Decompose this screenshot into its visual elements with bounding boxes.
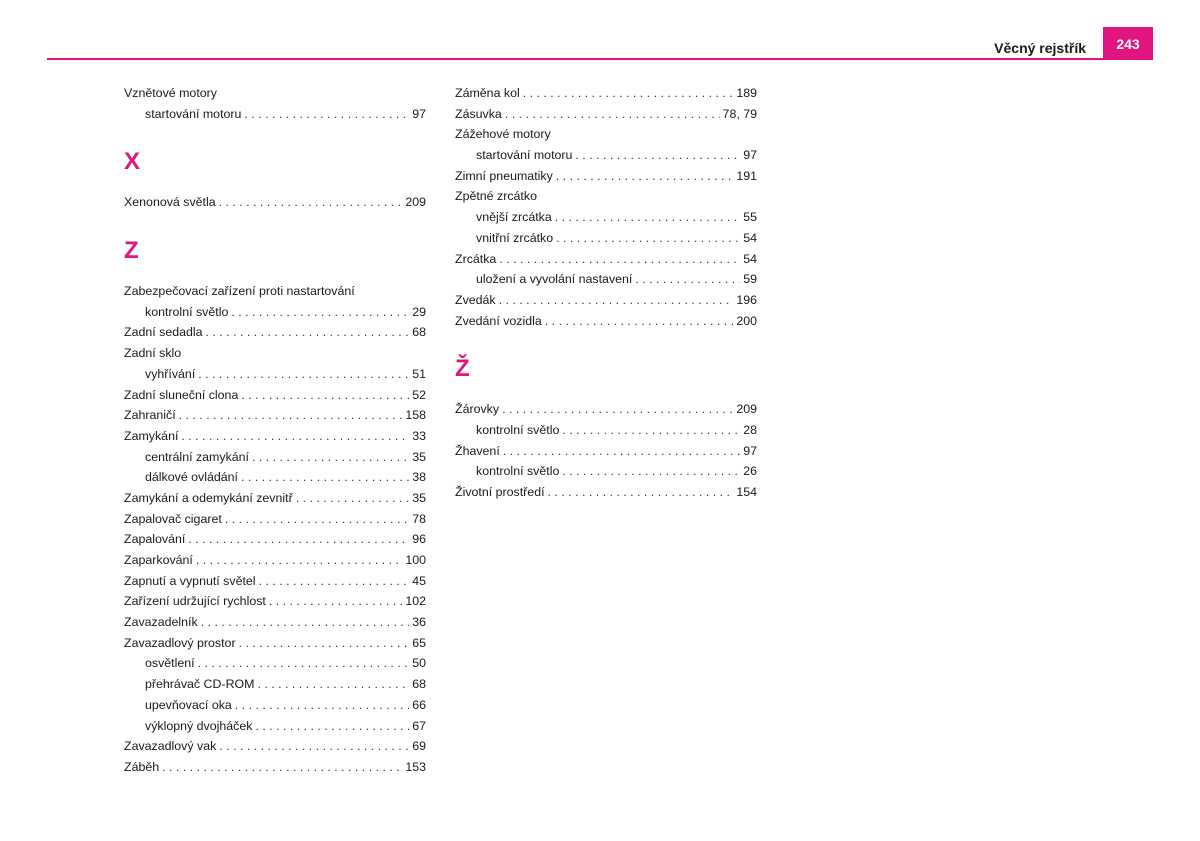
entry-page-reference: 189 [736,86,757,100]
entry-page-reference: 52 [412,387,426,402]
entry-page-reference: 196 [736,292,757,307]
entry-page-reference: 200 [736,313,757,328]
index-group [124,195,426,216]
entry-term: Zavazadlový prostor [124,635,236,650]
entry-term: Zamykání a odemykání zevnitř [124,490,293,505]
index-entry [455,314,757,335]
index-subentry [124,107,426,128]
index-subentry [124,677,426,698]
entry-page-reference: 65 [412,635,426,650]
dot-leader [255,719,409,733]
section-letter-z-caron: Ž [455,355,470,383]
entry-term: Zvedák [455,292,496,307]
index-subentry [455,231,757,252]
entry-term: centrální zamykání [145,449,249,464]
index-entry [124,429,426,450]
entry-term: osvětlení [145,656,195,671]
index-subentry [455,210,757,231]
entry-term: Zapalovač cigaret [124,511,222,526]
dot-leader [244,107,409,121]
entry-page-reference: 45 [412,573,426,588]
dot-leader [545,314,734,328]
index-entry [124,615,426,636]
dot-leader [231,305,409,319]
dot-leader [269,594,402,608]
index-entry [124,553,426,574]
entry-page-reference: 35 [412,490,426,505]
index-group [455,402,757,505]
index-entry [124,636,426,657]
entry-term: Zabezpečovací zařízení proti nastartování [124,284,355,299]
entry-page-reference: 102 [405,594,426,609]
dot-leader [196,553,402,567]
index-entry [455,293,757,314]
entry-term: Životní prostředí [455,485,545,499]
index-entry [455,127,757,148]
entry-term: Zaparkování [124,553,193,567]
entry-term: Žárovky [455,402,500,417]
dot-leader [505,107,720,121]
entry-term: Zařízení udržující rychlost [124,594,266,609]
entry-term: Zrcátka [455,251,497,266]
entry-page-reference: 29 [412,304,426,319]
dot-leader [503,444,740,458]
dot-leader [556,169,734,183]
entry-term: Zimní pneumatiky [455,168,553,183]
header-rule [47,58,1153,60]
entry-page-reference: 69 [412,739,426,754]
dot-leader [548,485,734,499]
index-entry [455,86,757,107]
index-entry [124,491,426,512]
entry-page-reference: 59 [743,272,757,287]
entry-page-reference: 153 [405,759,426,774]
index-entry [455,107,757,128]
entry-term: Žhavení [455,443,500,458]
entry-term: uložení a vyvolání nastavení [476,272,633,287]
running-header-title: Věcný rejstřík [994,40,1086,56]
entry-page-reference: 55 [743,210,757,225]
entry-page-reference: 28 [743,422,757,437]
dot-leader [219,739,409,753]
entry-term: dálkové ovládání [145,470,238,485]
entry-term: Zapalování [124,532,186,547]
dot-leader [162,760,402,774]
dot-leader [257,677,409,691]
index-subentry [455,148,757,169]
entry-term: startování motoru [476,148,573,163]
entry-term: přehrávač CD-ROM [145,677,255,692]
entry-term: kontrolní světlo [476,422,560,437]
entry-term: Zavazadlový vak [124,739,217,754]
index-entry [124,346,426,367]
index-subentry [124,367,426,388]
dot-leader [241,388,409,402]
dot-leader [523,86,734,100]
entry-term: Záměna kol [455,86,520,100]
entry-term: Zadní sklo [124,346,182,361]
index-entry [124,195,426,216]
dot-leader [219,195,403,209]
index-entry [455,485,757,506]
dot-leader [296,491,409,505]
dot-leader [201,615,410,629]
entry-term: Zapnutí a vypnutí světel [124,573,256,588]
index-entry [124,388,426,409]
entry-page-reference: 66 [412,697,426,712]
dot-leader [575,148,740,162]
entry-term: Zásuvka [455,106,502,121]
section-letter-z: Z [124,237,139,265]
entry-term: vnitřní zrcátko [476,230,554,245]
entry-term: vnější zrcátka [476,210,552,225]
index-entry [455,189,757,210]
dot-leader [562,423,740,437]
index-entry [124,760,426,781]
index-subentry [455,272,757,293]
entry-page-reference: 50 [412,656,426,671]
dot-leader [556,231,740,245]
index-group [124,284,426,781]
dot-leader [198,656,410,670]
index-subentry [124,450,426,471]
entry-page-reference: 68 [412,677,426,692]
entry-term: kontrolní světlo [476,464,560,479]
dot-leader [206,325,410,339]
dot-leader [555,210,740,224]
entry-page-reference: 209 [405,195,426,210]
dot-leader [499,252,740,266]
index-column-right [455,86,757,506]
dot-leader [502,402,733,416]
dot-leader [198,367,409,381]
entry-page-reference: 51 [412,366,426,381]
dot-leader [259,574,410,588]
entry-page-reference: 97 [743,148,757,163]
section-letter-x: X [124,148,141,176]
dot-leader [188,532,409,546]
index-entry [124,594,426,615]
entry-page-reference: 78, 79 [722,106,757,121]
entry-page-reference: 97 [743,443,757,458]
entry-page-reference: 54 [743,251,757,266]
entry-page-reference: 33 [412,428,426,443]
entry-page-reference: 67 [412,718,426,733]
entry-term: vyhřívání [145,366,196,381]
entry-term: Zadní sluneční clona [124,387,239,402]
page-number-badge: 243 [1103,27,1153,60]
entry-term: upevňovací oka [145,697,232,712]
index-entry [455,252,757,273]
index-subentry [124,698,426,719]
dot-leader [635,272,740,286]
index-entry [455,402,757,423]
index-entry [455,169,757,190]
entry-term: Zpětné zrcátko [455,189,537,204]
entry-page-reference: 54 [743,230,757,245]
entry-term: Zvedání vozidla [455,313,542,328]
index-group [455,86,757,334]
index-column-left [124,86,426,781]
index-entry [124,512,426,533]
index-group [124,86,426,127]
index-entry [124,325,426,346]
entry-page-reference: 36 [412,615,426,630]
entry-term: Zážehové motory [455,127,551,142]
entry-term: Zadní sedadla [124,325,203,340]
dot-leader [499,293,734,307]
entry-page-reference: 35 [412,449,426,464]
index-entry [124,739,426,760]
index-subentry [124,470,426,491]
entry-page-reference: 68 [412,325,426,340]
entry-term: výklopný dvojháček [145,718,253,733]
dot-leader [225,512,409,526]
entry-term: Zavazadelník [124,615,198,630]
entry-page-reference: 96 [412,532,426,547]
index-entry [124,532,426,553]
dot-leader [562,464,740,478]
entry-term: Záběh [124,759,160,774]
entry-term: kontrolní světlo [145,304,229,319]
entry-term: Xenonová světla [124,195,216,210]
entry-term: Vznětové motory [124,86,217,100]
dot-leader [252,450,409,464]
index-entry [124,284,426,305]
entry-term: Zamykání [124,428,179,443]
dot-leader [181,429,409,443]
entry-page-reference: 26 [743,464,757,479]
entry-page-reference: 191 [736,168,757,183]
entry-term: Zahraničí [124,408,176,423]
entry-page-reference: 78 [412,511,426,526]
dot-leader [241,470,409,484]
index-entry [124,86,426,107]
dot-leader [235,698,409,712]
index-subentry [455,464,757,485]
entry-page-reference: 209 [736,402,757,417]
index-subentry [455,423,757,444]
entry-page-reference: 38 [412,470,426,485]
entry-page-reference: 100 [405,553,426,567]
index-subentry [124,719,426,740]
dot-leader [239,636,410,650]
entry-term: startování motoru [145,106,242,121]
index-entry [455,444,757,465]
index-subentry [124,305,426,326]
index-subentry [124,656,426,677]
dot-leader [179,408,403,422]
entry-page-reference: 158 [405,408,426,423]
entry-page-reference: 154 [736,485,757,499]
index-entry [124,574,426,595]
index-entry [124,408,426,429]
entry-page-reference: 97 [412,106,426,121]
